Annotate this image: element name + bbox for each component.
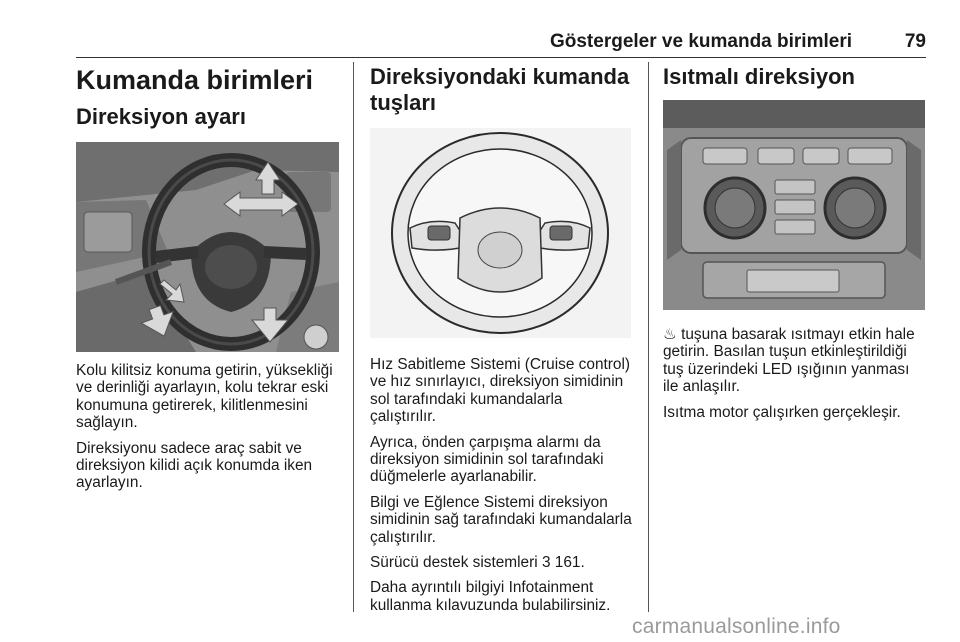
paragraph-text: Sürücü destek sistemleri xyxy=(370,554,542,572)
steering-column-adjust-illustration xyxy=(76,142,339,352)
watermark: carmanualsonline.info xyxy=(632,615,841,638)
paragraph-text: tuşuna basarak ısıtmayı etkin hale getirin. Basılan tuşun etkinleştirildiği tuş üzerindeki LED ışığının yanması ile anlaşılır. xyxy=(663,326,915,396)
column-steering-adjust xyxy=(76,64,342,500)
paragraph: Ayrıca, önden çarpışma alarmı da direksiyon simidinin sol tarafındaki düğmelerle ayarlanabilir. xyxy=(370,433,604,486)
column-divider xyxy=(648,62,649,612)
heated-steering-icon: ♨ xyxy=(663,326,677,343)
paragraph: Isıtma motor çalışırken gerçekleşir. xyxy=(663,403,901,421)
steering-wheel-controls-illustration xyxy=(370,128,631,338)
section-title: Direksiyondaki kumanda tuşları xyxy=(370,64,630,115)
page-number: 79 xyxy=(904,31,926,52)
paragraph: Daha ayrıntılı bilgiyi Infotainment kullanma kılavuzunda bulabilirsiniz. xyxy=(370,579,611,614)
page-ref-number: 161. xyxy=(550,554,585,572)
section-title: Kumanda birimleri xyxy=(76,65,314,95)
section-title: Isıtmalı direksiyon xyxy=(663,64,855,89)
paragraph: Bilgi ve Eğlence Sistemi direksiyon simidinin sağ tarafındaki kumandalarla çalıştırılır. xyxy=(370,493,632,546)
paragraph: Hız Sabitleme Sistemi (Cruise control) ve hız sınırlayıcı, direksiyon simidinin sol tarafındaki kumandalarla çalıştırılır. xyxy=(370,356,631,426)
page-ref-icon[interactable]: 3 xyxy=(541,554,551,572)
header-title: Göstergeler ve kumanda birimleri xyxy=(549,31,852,52)
paragraph: Direksiyonu sadece araç sabit ve direksiyon kilidi açık konumda iken ayarlayın. xyxy=(76,439,313,492)
column-heated-steering xyxy=(663,64,927,429)
paragraph: Kolu kilitsiz konuma getirin, yüksekliği ve derinliği ayarlayın, kolu tekrar eski konumuna getirerek, kilitlenmesini sağlayın. xyxy=(76,362,333,432)
column-divider xyxy=(353,62,354,612)
subsection-title: Direksiyon ayarı xyxy=(76,104,246,129)
page-header xyxy=(76,27,926,58)
column-steering-controls xyxy=(370,64,632,622)
heated-steering-button-panel-illustration xyxy=(663,100,925,310)
paragraph-with-page-ref xyxy=(370,554,632,571)
paragraph-with-button-icon xyxy=(663,326,927,396)
